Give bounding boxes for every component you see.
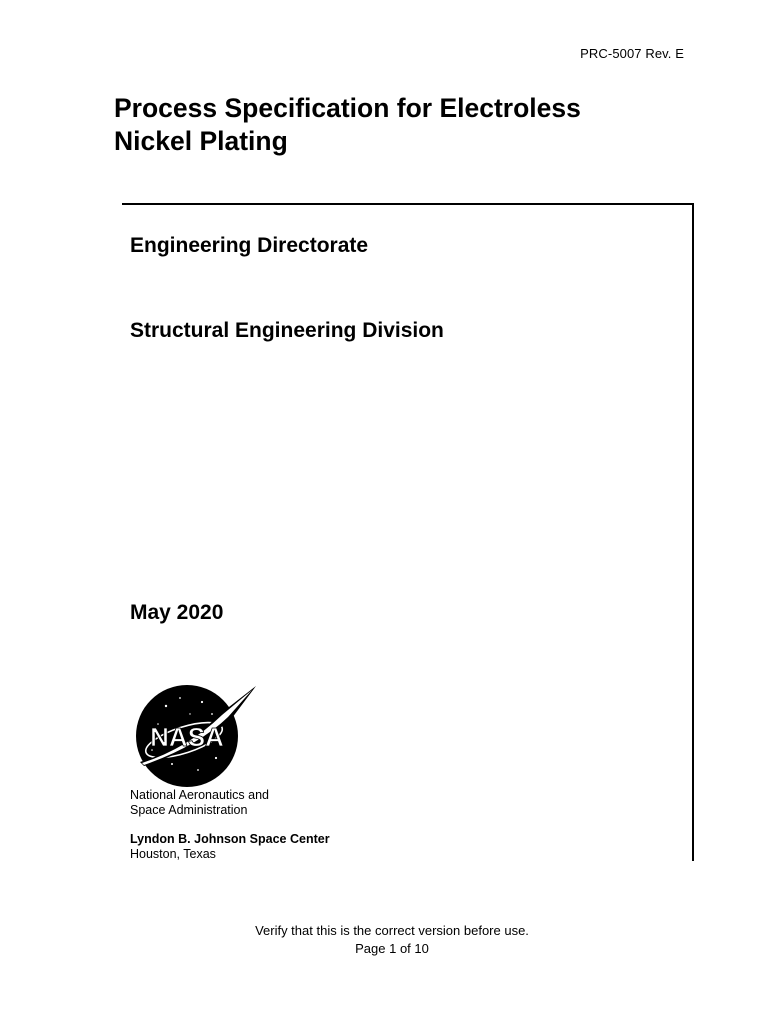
agency-line-2: Space Administration — [130, 803, 248, 817]
agency-line-1: National Aeronautics and — [130, 788, 269, 802]
title-line-1: Process Specification for Electroless — [114, 93, 581, 123]
frame-top-rule — [122, 203, 694, 205]
space-center — [130, 832, 330, 862]
frame-right-rule — [692, 203, 694, 861]
center-location: Houston, Texas — [130, 847, 216, 861]
page-footer — [0, 922, 768, 958]
division-heading: Structural Engineering Division — [130, 319, 444, 342]
page-number: Page 1 of 10 — [355, 941, 429, 956]
agency-name — [130, 788, 269, 818]
directorate-heading: Engineering Directorate — [130, 234, 369, 257]
title-line-2: Nickel Plating — [114, 126, 288, 156]
publication-date: May 2020 — [130, 601, 224, 624]
nasa-meatball-icon — [128, 684, 260, 788]
document-title — [114, 92, 674, 158]
version-notice: Verify that this is the correct version before use. — [255, 923, 529, 938]
document-number: PRC-5007 Rev. E — [580, 46, 684, 61]
logo-wordmark: NASA — [150, 722, 224, 752]
center-name: Lyndon B. Johnson Space Center — [130, 832, 330, 846]
